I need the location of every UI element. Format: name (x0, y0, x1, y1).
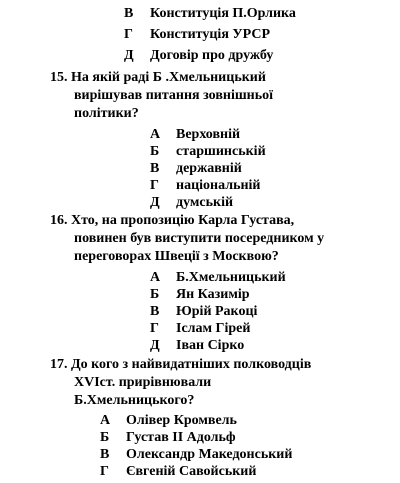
q14-option-v (124, 6, 296, 22)
q17-option-v (100, 447, 292, 463)
q14-option-d (124, 48, 273, 64)
q16-option-v (150, 304, 257, 320)
option-text: Іван Сірко (176, 338, 245, 353)
option-letter: Д (150, 195, 160, 210)
q14-option-g (124, 27, 270, 43)
q15-question-line-3: політики? (74, 106, 139, 121)
option-letter: А (150, 270, 161, 285)
q15-option-d (150, 195, 233, 211)
option-text: Густав II Адольф (126, 430, 236, 445)
option-letter: В (100, 447, 110, 462)
q15-option-g (150, 178, 261, 194)
option-letter: Д (124, 48, 134, 63)
q16-option-g (150, 321, 250, 337)
option-text: старшинській (176, 144, 266, 159)
option-text: думській (176, 195, 234, 210)
q15-option-b (150, 144, 266, 160)
option-letter: Г (100, 464, 109, 479)
option-letter: А (150, 127, 161, 142)
q16-option-b (150, 287, 250, 303)
option-letter: Г (124, 27, 133, 42)
q16-question-line-1: 16. Хто, на пропозицію Карла Густава, (50, 213, 295, 228)
option-text: Договір про дружбу (150, 48, 274, 63)
q16-question-line-2: повинен був виступити посередником у (74, 231, 325, 246)
option-text: національній (176, 178, 261, 193)
option-text: Верховній (176, 127, 241, 142)
option-text: Олівер Кромвель (126, 413, 237, 428)
q17-question-line-1: 17. До кого з найвидатніших полководців (50, 357, 312, 372)
option-letter: Д (150, 338, 160, 353)
option-letter: Г (150, 178, 159, 193)
q17-question-line-2: XVIст. прирівнювали (74, 375, 212, 390)
option-text: Іслам Гірей (176, 321, 251, 336)
q15-option-a (150, 127, 240, 143)
option-text: Юрій Ракоці (176, 304, 258, 319)
q17-option-g (100, 464, 256, 480)
option-text: Євгеній Савойський (126, 464, 257, 479)
option-letter: Б (150, 287, 160, 302)
option-text: державній (176, 161, 242, 176)
option-letter: Б (150, 144, 160, 159)
option-text: Ян Казимір (176, 287, 250, 302)
option-text: Олександр Македонський (126, 447, 293, 462)
option-letter: В (150, 304, 160, 319)
option-text: Б.Хмельницький (176, 270, 286, 285)
q17-option-b (100, 430, 236, 446)
option-letter: А (100, 413, 111, 428)
option-text: Конституція УРСР (150, 27, 271, 42)
q16-option-d (150, 338, 244, 354)
q17-option-a (100, 413, 237, 429)
q15-option-v (150, 161, 242, 177)
option-letter: В (124, 6, 134, 21)
option-text: Конституція П.Орлика (150, 6, 296, 21)
q16-question-line-3: переговорах Швеції з Москвою? (74, 249, 279, 264)
q16-option-a (150, 270, 286, 286)
q17-question-line-3: Б.Хмельницького? (74, 393, 195, 408)
q15-question-line-1: 15. На якій раді Б .Хмельницький (50, 70, 266, 85)
option-letter: Б (100, 430, 110, 445)
option-letter: В (150, 161, 160, 176)
q15-question-line-2: вирішував питання зовнішньої (74, 88, 274, 103)
option-letter: Г (150, 321, 159, 336)
